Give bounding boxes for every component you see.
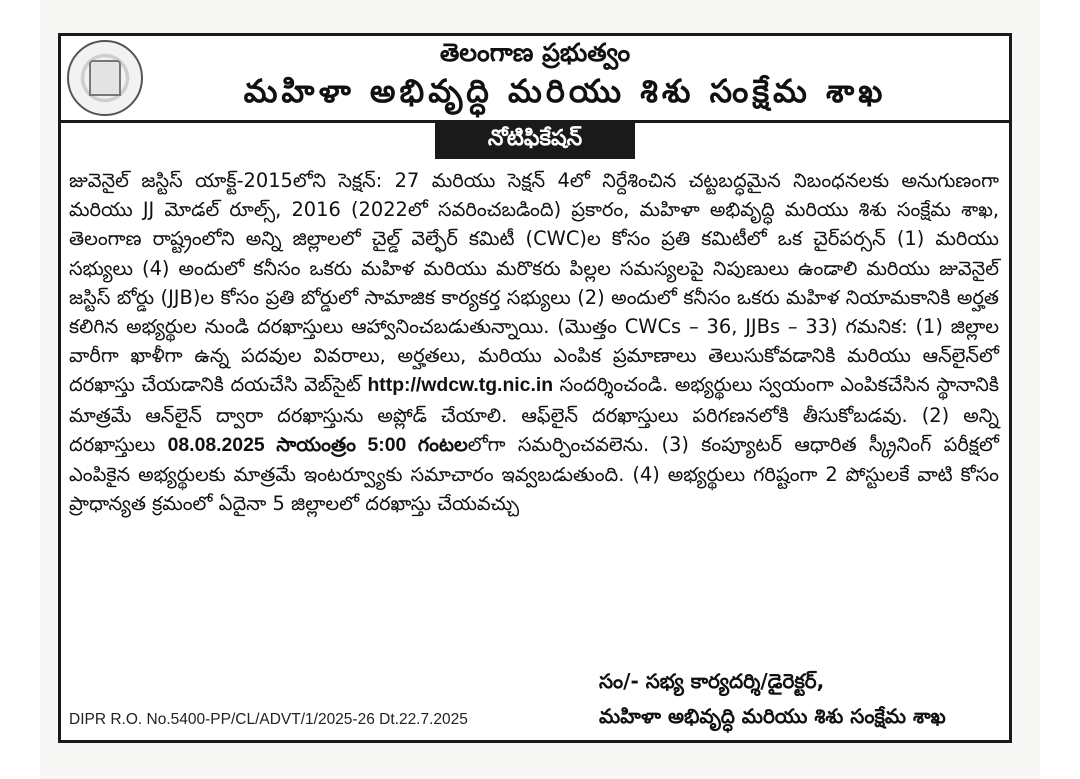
body-part-2: సందర్శించండి. అభ్యర్థులు స్వయంగా ఎంపికచేసిన స్థానానికి మాత్రమే ఆన్‌లైన్ ద్వారా దరఖాస్తును అప్లోడ్ చేయాలి. ఆఫ్‌లైన్ దరఖాస్తులు పరిగణనలోకి తీసుకోబడవు. (2) అన్ని దరఖాస్తులు xyxy=(69,373,999,456)
signature-line-2: మహిళా అభివృద్ధి మరియు శిశు సంక్షేమ శాఖ xyxy=(599,704,946,728)
newspaper-clipping xyxy=(40,0,1040,779)
left-margin xyxy=(0,0,40,779)
dipr-reference: DIPR R.O. No.5400-PP/CL/ADVT/1/2025-26 Dt.22.7.2025 xyxy=(69,711,468,728)
body-part-1: జువెనైల్ జస్టిస్ యాక్ట్-2015లోని సెక్షన్: 27 మరియు సెక్షన్ 4లో నిర్దేశించిన చట్టబద్ధమైన నిబంధనలకు అనుగుణంగా మరియు JJ మోడల్ రూల్స్, 2016 (2022లో సవరించబడింది) ప్రకారం, మహిళా అభివృద్ధి మరియు శిశు సంక్షేమ శాఖ, తెలంగాణ రాష్ట్రంలోని అన్ని జిల్లాలలో చైల్డ్ వెల్ఫేర్ కమిటీ (CWC)ల కోసం ప్రతి కమిటీలో ఒక చైర్‌పర్సన్ (1) మరియు సభ్యులు (4) అందులో కనీసం ఒకరు మహిళ మరియు మరొకరు పిల్లల సమస్యలపై నిపుణులు ఉండాలి మరియు జువెనైల్ జస్టిస్ బోర్డు (JJB)ల కోసం ప్రతి బోర్డులో సామాజిక కార్యకర్త సభ్యులు (2) అందులో కనీసం ఒకరు మహిళ నియామకానికి అర్హత కలిగిన అభ్యర్థుల నుండి దరఖాస్తులు ఆహ్వానించబడుతున్నాయి. (మొత్తం CWCs – 36, JJBs – 33) గమనిక: (1) జిల్లాల వారీగా ఖాళీగా ఉన్న పదవుల వివరాలు, అర్హతలు, మరియు ఎంపిక ప్రమాణాలు తెలుసుకోవడానికి మరియు ఆన్‌లైన్‌లో దరఖాస్తు చేయడానికి దయచేసి వెబ్‌సైట్ xyxy=(69,169,999,397)
signature-line-1: సం/- సభ్య కార్యదర్శి/డైరెక్టర్, xyxy=(599,669,825,693)
notice-body xyxy=(69,166,999,518)
website-link[interactable]: http://wdcw.tg.nic.in xyxy=(367,374,554,397)
notice-header xyxy=(61,36,1009,123)
deadline-text: 08.08.2025 సాయంత్రం 5:00 గంటల xyxy=(167,433,468,456)
body-part-3: లోగా సమర్పించవలెను. (3) కంప్యూటర్ ఆధారిత స్క్రీనింగ్ పరీక్షలో ఎంపికైన అభ్యర్థులకు మాత్రమే ఇంటర్వ్యూకు సమాచారం ఇవ్వబడుతుంది. (4) అభ్యర్థులు గరిష్టంగా 2 పోస్టులకే వాటి కోసం ప్రాధాన్యత క్రమంలో ఏదైనా 5 జిల్లాలలో దరఖాస్తు చేయవచ్చు xyxy=(69,432,999,516)
notice-frame xyxy=(58,33,1012,743)
government-title: తెలంగాణ ప్రభుత్వం xyxy=(439,38,631,67)
notification-label: నోటిఫికేషన్ xyxy=(435,123,635,159)
department-title: మహిళా అభివృద్ధి మరియు శిశు సంక్షేమ శాఖ xyxy=(243,72,887,110)
right-margin xyxy=(1040,0,1080,779)
